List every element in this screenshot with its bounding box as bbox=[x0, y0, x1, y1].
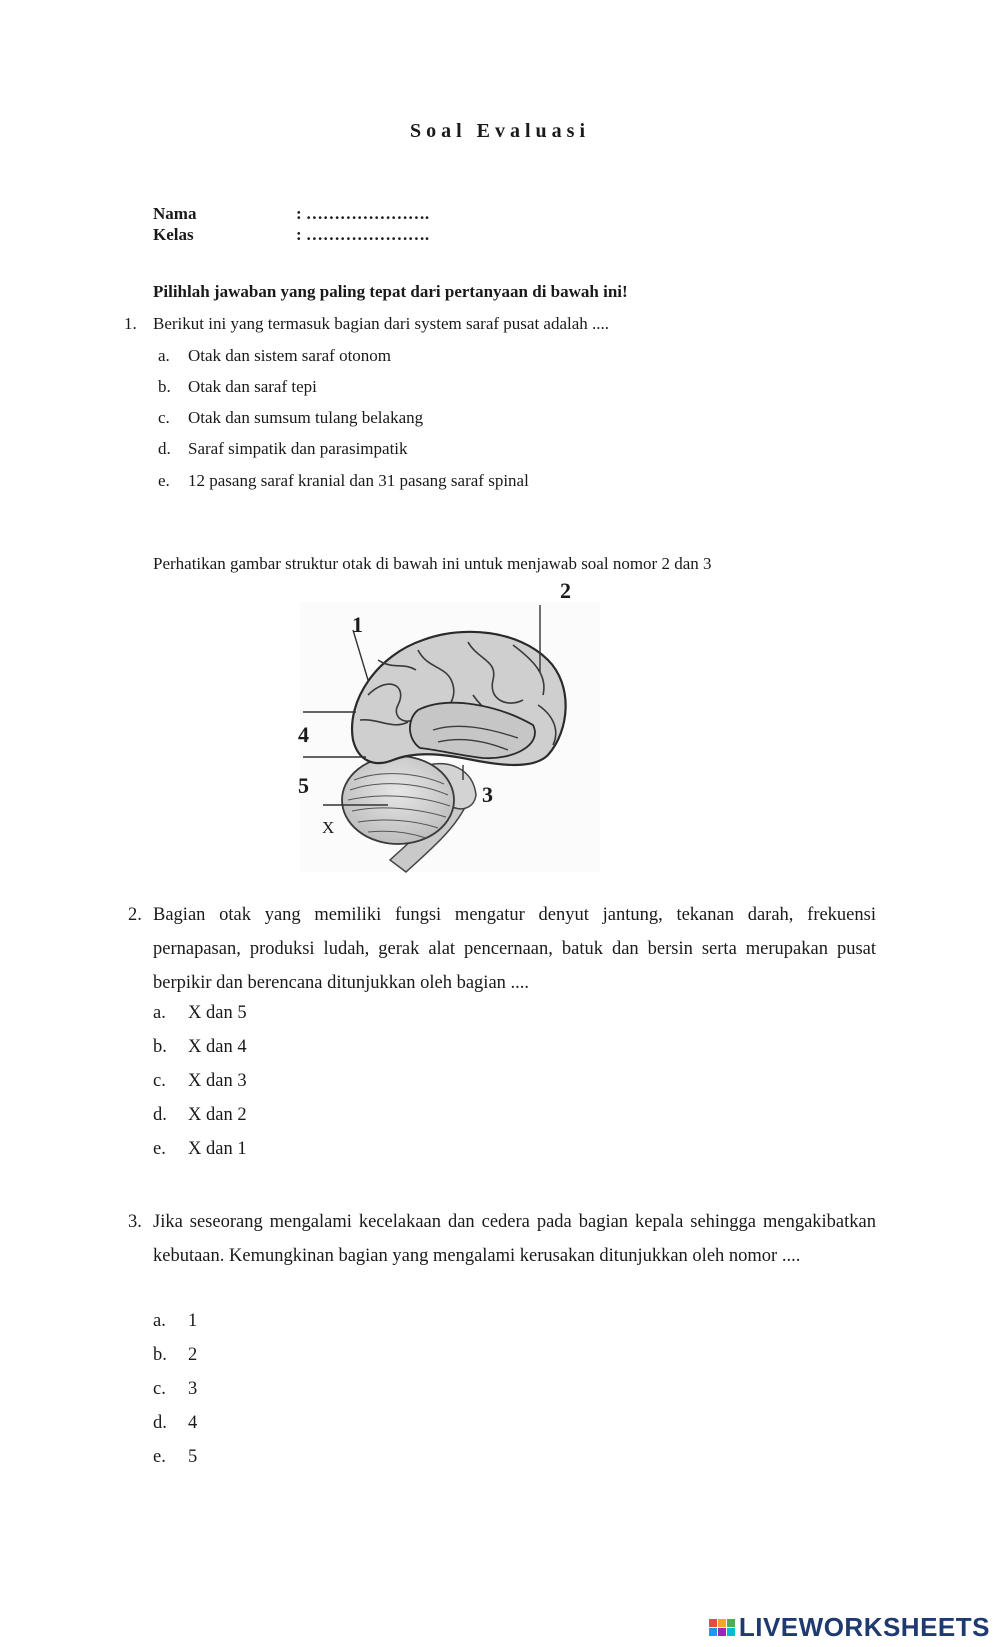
q3-text: Jika seseorang mengalami kecelakaan dan cedera pada bagian kepala sehingga mengakibatkan kebutaan. Kemungkinan bagian yang mengalami kerusakan ditunjukkan oleh nomor .... bbox=[153, 1212, 876, 1266]
q3-option-a-text: 1 bbox=[188, 1311, 198, 1331]
q2-option-d-letter: d. bbox=[153, 1105, 167, 1125]
q2-option-c-text: X dan 3 bbox=[188, 1071, 247, 1091]
q2-option-b-letter: b. bbox=[153, 1037, 167, 1057]
q1-option-d-text: Saraf simpatik dan parasimpatik bbox=[188, 439, 408, 458]
q3-option-e-letter: e. bbox=[153, 1447, 166, 1467]
q1-option-e-text: 12 pasang saraf kranial dan 31 pasang saraf spinal bbox=[188, 471, 529, 490]
q1-option-d-letter: d. bbox=[158, 439, 171, 458]
class-value: : …………………. bbox=[296, 225, 430, 244]
q3-option-b-text: 2 bbox=[188, 1345, 198, 1365]
q1-number: 1. bbox=[124, 314, 137, 333]
name-label: Nama bbox=[153, 204, 197, 223]
figure-label-4: 4 bbox=[298, 722, 309, 747]
figure-label-1: 1 bbox=[352, 612, 363, 637]
name-field bbox=[153, 204, 553, 226]
figure-note: Perhatikan gambar struktur otak di bawah ini untuk menjawab soal nomor 2 dan 3 bbox=[153, 554, 712, 573]
name-value: : …………………. bbox=[296, 204, 430, 223]
logo-text: LIVEWORKSHEETS bbox=[738, 1612, 990, 1642]
q1-option-b-letter: b. bbox=[158, 377, 171, 396]
figure-label-x: X bbox=[322, 818, 335, 837]
q2-option-a-letter: a. bbox=[153, 1003, 166, 1023]
logo-blocks-icon bbox=[709, 1619, 735, 1636]
q3-option-d-text: 4 bbox=[188, 1413, 198, 1433]
q3-number: 3. bbox=[128, 1212, 142, 1232]
q2-option-a-text: X dan 5 bbox=[188, 1003, 247, 1023]
q2-option-e-letter: e. bbox=[153, 1139, 166, 1159]
q1-option-b-text: Otak dan saraf tepi bbox=[188, 377, 317, 396]
q3-option-c-text: 3 bbox=[188, 1379, 198, 1399]
q3-option-e-text: 5 bbox=[188, 1447, 198, 1467]
liveworksheets-logo[interactable] bbox=[709, 1612, 990, 1643]
figure-label-2: 2 bbox=[560, 578, 571, 603]
instruction: Pilihlah jawaban yang paling tepat dari pertanyaan di bawah ini! bbox=[153, 282, 628, 301]
q2-number: 2. bbox=[128, 905, 142, 925]
class-label: Kelas bbox=[153, 225, 194, 244]
q2-option-c-letter: c. bbox=[153, 1071, 166, 1091]
q2-option-d-text: X dan 2 bbox=[188, 1105, 247, 1125]
q1-option-c-letter: c. bbox=[158, 408, 170, 427]
figure-label-5: 5 bbox=[298, 773, 309, 798]
page-title: Soal Evaluasi bbox=[409, 120, 591, 142]
q3-option-c-letter: c. bbox=[153, 1379, 166, 1399]
q1-option-e-letter: e. bbox=[158, 471, 170, 490]
brain-figure bbox=[298, 600, 603, 875]
q2-text: Bagian otak yang memiliki fungsi mengatur denyut jantung, tekanan darah, frekuensi pernapasan, produksi ludah, gerak alat pencernaan, batuk dan bersin serta merupakan pusat berpikir dan berencana ditunjukkan oleh bagian .... bbox=[153, 905, 876, 993]
q3-option-b-letter: b. bbox=[153, 1345, 167, 1365]
cerebellum-shape bbox=[342, 756, 454, 844]
q3-option-a-letter: a. bbox=[153, 1311, 166, 1331]
q1-text: Berikut ini yang termasuk bagian dari system saraf pusat adalah .... bbox=[153, 314, 610, 333]
q3-option-d-letter: d. bbox=[153, 1413, 167, 1433]
q2-option-b-text: X dan 4 bbox=[188, 1037, 247, 1057]
figure-label-3: 3 bbox=[482, 782, 493, 807]
class-field bbox=[153, 225, 553, 247]
q1-option-a-text: Otak dan sistem saraf otonom bbox=[188, 346, 392, 365]
q1-option-c-text: Otak dan sumsum tulang belakang bbox=[188, 408, 424, 427]
q1-option-a-letter: a. bbox=[158, 346, 170, 365]
q2-option-e-text: X dan 1 bbox=[188, 1139, 247, 1159]
